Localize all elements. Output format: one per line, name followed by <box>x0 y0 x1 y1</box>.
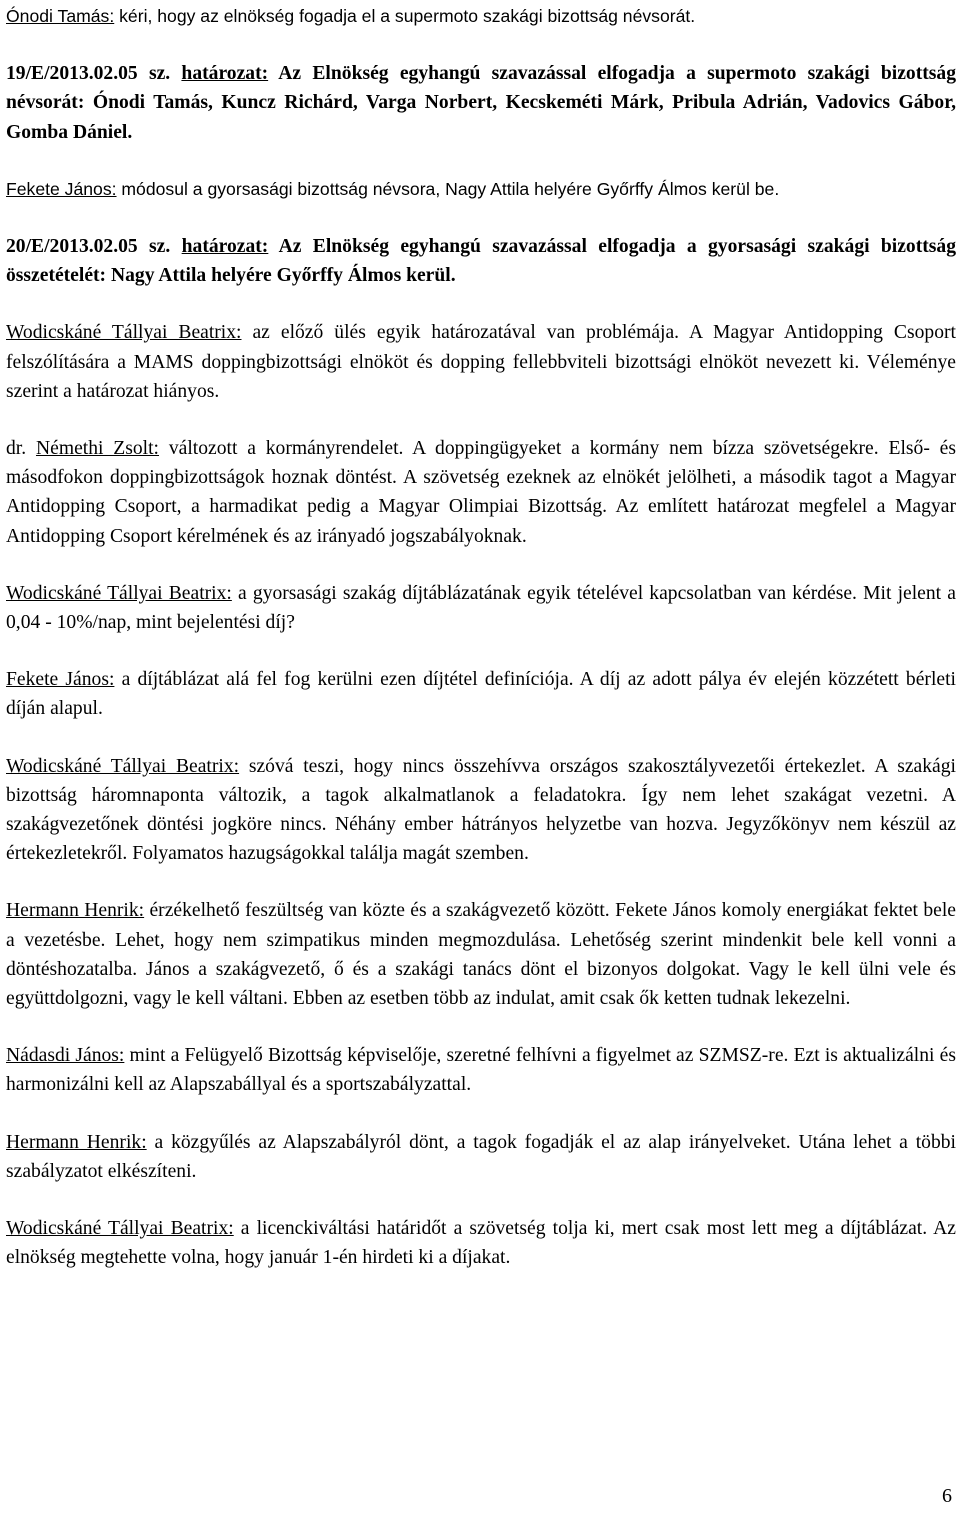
paragraph-gap <box>6 868 956 896</box>
paragraph-wodicskane-2 <box>6 579 956 637</box>
speaker-name: Hermann Henrik: <box>6 900 145 922</box>
paragraph-wodicskane-3 <box>6 752 956 869</box>
speaker-name: Fekete János: <box>6 178 117 199</box>
paragraph-text: a gyorsasági szakág díjtáblázatának egyik tételével kapcsolatban van kérdése. Mit jelent a 0,04 - 10%/nap, mint bejelentési díj? <box>6 582 956 634</box>
speaker-name: Nádasdi János: <box>6 1045 125 1067</box>
paragraph-fekete-1 <box>6 175 956 204</box>
paragraph-wodicskane-4 <box>6 1214 956 1272</box>
paragraph-text: változott a kormányrendelet. A doppingügyeket a kormány nem bízza szövetségekre. Első- és másodfokon doppingbizottságok hoznak döntést. A szövetség ezeknek az elnökét jelölheti, a második tagot a Magyar Antidopping Csoport, a harmadikat pedig a Magyar Olimpiai Bizottság. Az említett határozat megfelel a Magyar Antidopping Csoport kérelmének és az irányadó jogszabályoknak. <box>6 438 956 547</box>
paragraph-text: érzékelhető feszültség van közte és a szakágvezető között. Fekete János komoly energiákat fektet bele a vezetésbe. Lehet, hogy nem szimpatikus minden megmozdulása. Lehetőség szerint mindenkit bele kell vonni a döntéshozatalba. János a szakágvezető, ő és a szakági tanács dönt el bizonyos dolgokat. Vagy le kell ülni vele és együttdolgozni, vagy le kell váltani. Ebben az esetben több az indulat, amit csak ők ketten tudnak lekezelni. <box>6 900 957 1010</box>
paragraph-text: mint a Felügyelő Bizottság képviselője, szeretné felhívni a figyelmet az SZMSZ-re. Ezt is aktualizálni és harmonizálni kell az Alapszabállyal és a sportszabályzattal. <box>6 1045 956 1096</box>
speaker-name: Ónodi Tamás: <box>6 6 115 26</box>
resolution-label: határozat: <box>181 63 269 85</box>
paragraph-text: módosul a gyorsasági bizottság névsora, Nagy Attila helyére Győrffy Álmos kerül be. <box>116 178 780 199</box>
speaker-name: Wodicskáné Tállyai Beatrix: <box>6 582 232 604</box>
paragraph-text: kéri, hogy az elnökség fogadja el a supermoto szakági bizottság névsorát. <box>114 6 696 26</box>
resolution-text: Az Elnökség egyhangú szavazással elfogadja a supermoto szakági bizottság névsorát: Ónodi Tamás, Kuncz Richárd, Varga Norbert, Kecskeméti Márk, Pribula Adrián, Vadovics Gábor, Gomba Dániel. <box>6 63 956 143</box>
paragraph-fekete-2 <box>6 665 956 723</box>
paragraph-nadasdi <box>6 1041 956 1099</box>
paragraph-wodicskane-1 <box>6 318 956 406</box>
resolution-number: 19/E/2013.02.05 sz. <box>6 63 182 85</box>
paragraph-text: az előző ülés egyik határozatával van problémája. A Magyar Antidopping Csoport felszólítására a MAMS doppingbizottsági elnököt és dopping fellebbviteli bizottsági elnököt nevezett ki. Véleménye szerint a határozat hiányos. <box>6 322 956 402</box>
paragraph-gap <box>6 290 956 318</box>
speaker-name: Hermann Henrik: <box>6 1131 147 1153</box>
paragraph-hermann-2 <box>6 1128 956 1186</box>
paragraph-gap <box>6 204 956 232</box>
speaker-name: Fekete János: <box>6 669 115 691</box>
paragraph-gap <box>6 637 956 665</box>
resolution-label: határozat: <box>181 236 269 258</box>
resolution-20 <box>6 232 956 290</box>
paragraph-nemethi <box>6 434 956 551</box>
paragraph-gap <box>6 31 956 59</box>
paragraph-gap <box>6 1186 956 1214</box>
paragraph-gap <box>6 551 956 579</box>
speaker-name: Wodicskáné Tállyai Beatrix: <box>6 1218 234 1240</box>
paragraph-gap <box>6 1100 956 1128</box>
paragraph-gap <box>6 406 956 434</box>
speaker-name: Wodicskáné Tállyai Beatrix: <box>6 755 240 777</box>
page-number: 6 <box>942 1485 952 1507</box>
speaker-title: dr. <box>6 438 36 460</box>
resolution-number: 20/E/2013.02.05 sz. <box>6 236 182 258</box>
paragraph-gap <box>6 1013 956 1041</box>
paragraph-gap <box>6 147 956 175</box>
resolution-19 <box>6 59 956 147</box>
paragraph-text: szóvá teszi, hogy nincs összehívva országos szakosztályvezetői értekezlet. A szakági bizottság háromnaponta változik, a tagok alkalmatlanok a feladatokra. Így nem lehet szakágat vezetni. A szakágvezetőnek döntési jogköre nincs. Néhány ember hátrányos helyzetbe van hozva. Jegyzőkönyv nem készül az értekezletekről. Folyamatos hazugságokkal találja magát szemben. <box>6 755 956 865</box>
resolution-text: Az Elnökség egyhangú szavazással elfogadja a gyorsasági szakági bizottság összetételét: Nagy Attila helyére Győrffy Álmos kerül. <box>6 236 956 287</box>
paragraph-gap <box>6 724 956 752</box>
speaker-name: Némethi Zsolt: <box>35 438 160 460</box>
paragraph-text: a díjtáblázat alá fel fog kerülni ezen díjtétel definíciója. A díj az adott pálya év elején közzétett bérleti díján alapul. <box>6 669 956 720</box>
document-page <box>6 0 956 1273</box>
paragraph-text: a licenckiváltási határidőt a szövetség tolja ki, mert csak most lett meg a díjtáblázat. Az elnökség megtehette volna, hogy január 1-én hirdeti ki a díjakat. <box>6 1218 957 1269</box>
paragraph-hermann-1 <box>6 896 956 1013</box>
speaker-name: Wodicskáné Tállyai Beatrix: <box>6 322 242 344</box>
paragraph-onodi <box>6 2 956 31</box>
paragraph-text: a közgyűlés az Alapszabályról dönt, a tagok fogadják el az alap irányelveket. Utána lehet a többi szabályzatot elkészíteni. <box>6 1131 956 1182</box>
